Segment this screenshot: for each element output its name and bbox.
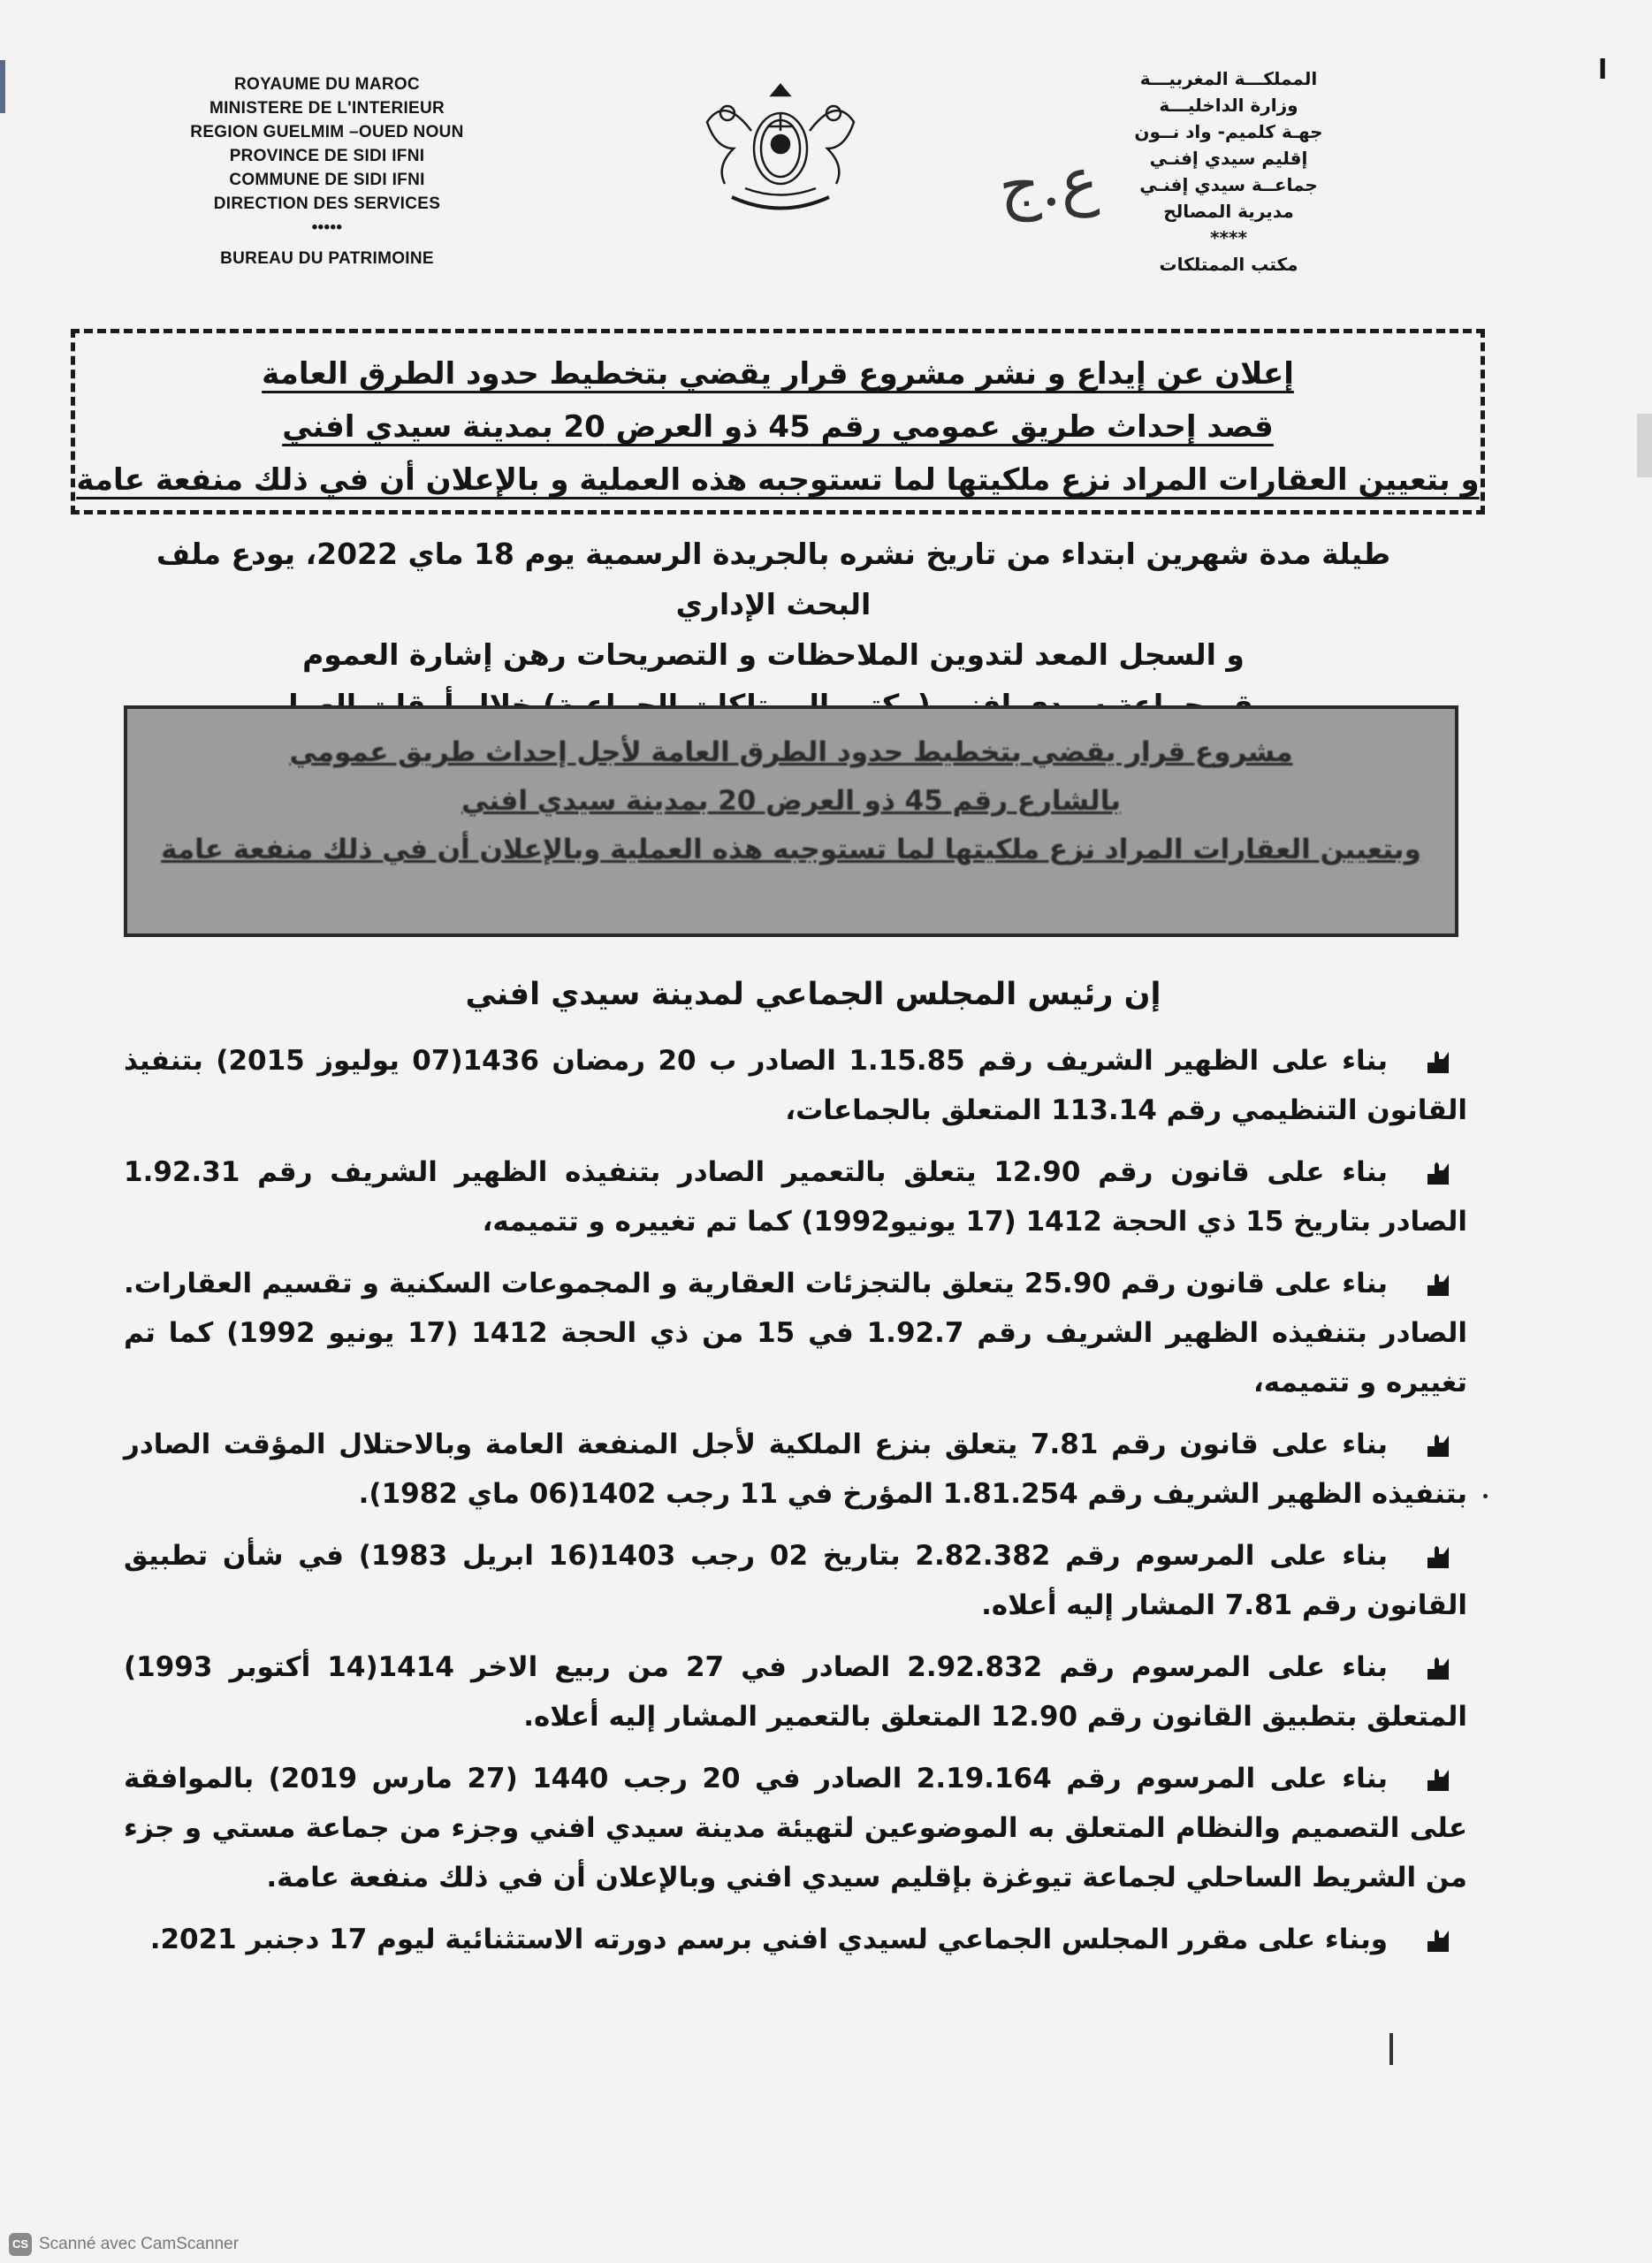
fr-line-province: PROVINCE DE SIDI IFNI	[229, 147, 425, 165]
draft-decree-title-box	[124, 705, 1458, 937]
considerations-list	[124, 1036, 1467, 1977]
consideration-item	[124, 1642, 1467, 1741]
edge-shadow	[1637, 414, 1652, 477]
ar-line-ministry: وزارة الداخليـــة	[1159, 95, 1298, 116]
draft-line-3: وبتعيين العقارات المراد نزع ملكيتها لما تستوجبه هذه العملية وبالإعلان أن في ذلك منفعة عامة	[161, 834, 1421, 865]
consideration-item	[124, 1754, 1467, 1902]
fr-line-ministry: MINISTERE DE L'INTERIEUR	[209, 99, 445, 118]
bullet-pointer-icon	[1424, 1924, 1454, 1954]
consideration-item	[124, 1036, 1467, 1135]
consideration-item	[124, 1147, 1467, 1246]
ar-line-direction: مديرية المصالح	[1163, 201, 1294, 222]
consideration-item	[124, 1420, 1467, 1519]
ar-line-bureau: مكتب الممتلكات	[1159, 254, 1298, 275]
arabic-letterhead	[1061, 65, 1397, 278]
title-line-3: و بتعيين العقارات المراد نزع ملكيتها لما تستوجبه هذه العملية و بالإعلان أن في ذلك منفعة عامة	[76, 462, 1480, 498]
consideration-text: بناء على قانون رقم 12.90 يتعلق بالتعمير الصادر بتنفيذه الظهير الشريف رقم 1.92.31 الصادر بتاريخ 15 ذي الحجة 1412 (17 يونيو1992) كما تم تغييره و تتميمه،	[124, 1156, 1467, 1238]
ar-line-province: إقليم سيدي إفنـي	[1149, 148, 1308, 169]
consideration-text: بناء على المرسوم رقم 2.92.832 الصادر في 27 من ربيع الاخر 1414(14 أكتوبر 1993) المتعلق بتطبيق القانون رقم 12.90 المتعلق بالتعمير المشار إليه أعلاه.	[124, 1651, 1467, 1733]
bullet-pointer-icon	[1424, 1540, 1454, 1570]
intro-paragraph	[124, 529, 1423, 730]
bullet-pointer-icon	[1424, 1045, 1454, 1075]
consideration-text: وبناء على مقرر المجلس الجماعي لسيدي افني برسم دورته الاستثنائية ليوم 17 دجنبر 2021.	[149, 1924, 1388, 1955]
ar-line-region: جهـة كلميم- واد نــون	[1134, 121, 1323, 142]
ar-line-kingdom: المملكـــة المغربيـــة	[1139, 68, 1318, 89]
fr-line-separator: •••••	[311, 218, 343, 237]
scanner-watermark-text: Scanné avec CamScanner	[39, 2235, 240, 2253]
edge-mark	[0, 60, 5, 113]
fr-line-bureau: BUREAU DU PATRIMOINE	[220, 249, 434, 268]
consideration-text: بناء على قانون رقم 7.81 يتعلق بنزع الملكية لأجل المنفعة العامة وبالاحتلال المؤقت الصادر بتنفيذه الظهير الشريف رقم 1.81.254 المؤرخ في 11 رجب 1402(06 ماي 1982).	[124, 1429, 1467, 1510]
fr-line-region: REGION GUELMIM –OUED NOUN	[190, 123, 464, 141]
bullet-pointer-icon	[1424, 1268, 1454, 1298]
camscanner-logo-icon: CS	[9, 2233, 32, 2256]
consideration-text: بناء على قانون رقم 25.90 يتعلق بالتجزئات العقارية و المجموعات السكنية و تقسيم العقارات. الصادر بتنفيذه الظهير الشريف رقم 1.92.7 في 15 من ذي الحجة 1412 (17 يونيو 1992) كما تم تغييره و تتميمه،	[124, 1268, 1468, 1398]
consideration-text: بناء على المرسوم رقم 2.19.164 الصادر في 20 رجب 1440 (27 مارس 2019) بالموافقة على التصميم والنظام المتعلق به الموضوعين لتهيئة مدينة سيدي افني وجزء من جماعة مستي و جزء من الشريط الساحلي لجماعة تيوغزة بإقليم سيدي افني وبالإعلان أن في ذلك منفعة عامة.	[124, 1763, 1467, 1893]
consideration-text: بناء على المرسوم رقم 2.82.382 بتاريخ 02 رجب 1403(16 ابريل 1983) في شأن تطبيق القانون رقم 7.81 المشار إليه أعلاه.	[124, 1540, 1467, 1621]
handwritten-initials: ع.ج	[996, 142, 1101, 224]
ar-line-separator: ****	[1210, 227, 1247, 248]
ink-dot	[1483, 1494, 1488, 1498]
bullet-pointer-icon	[1424, 1651, 1454, 1681]
bullet-pointer-icon	[1424, 1429, 1454, 1459]
ar-line-commune: جماعــة سيدي إفنـي	[1139, 174, 1318, 195]
ink-stroke	[1389, 2033, 1393, 2065]
fr-line-commune: COMMUNE DE SIDI IFNI	[229, 171, 425, 189]
intro-line-2: و السجل المعد لتدوين الملاحظات و التصريحات رهن إشارة العموم	[302, 637, 1245, 672]
corner-mark: ا	[1598, 55, 1608, 86]
title-line-2: قصد إحداث طريق عمومي رقم 45 ذو العرض 20 بمدينة سيدي افني	[282, 409, 1274, 445]
mayor-heading: إن رئيس المجلس الجماعي لمدينة سيدي افني	[465, 977, 1161, 1012]
french-letterhead	[150, 72, 504, 270]
scanner-footer	[9, 2233, 239, 2256]
draft-line-2: بالشارع رقم 45 ذو العرض 20 بمدينة سيدي افني	[461, 785, 1121, 817]
fr-line-kingdom: ROYAUME DU MAROC	[234, 75, 420, 94]
draft-line-1: مشروع قرار يقضي بتخطيط حدود الطرق العامة لأجل إحداث طريق عمومي	[289, 736, 1293, 768]
fr-line-direction: DIRECTION DES SERVICES	[213, 194, 441, 213]
intro-line-1: طيلة مدة شهرين ابتداء من تاريخ نشره بالجريدة الرسمية يوم 18 ماي 2022، يودع ملف البحث الإداري	[156, 537, 1391, 621]
title-line-1: إعلان عن إيداع و نشر مشروع قرار يقضي بتخطيط حدود الطرق العامة	[262, 356, 1294, 392]
announcement-title-box	[71, 329, 1485, 514]
coat-of-arms-icon	[697, 78, 864, 219]
bullet-pointer-icon	[1424, 1763, 1454, 1793]
consideration-item	[124, 1531, 1467, 1630]
bullet-pointer-icon	[1424, 1156, 1454, 1186]
consideration-item	[124, 1915, 1467, 1964]
consideration-item	[124, 1259, 1467, 1407]
consideration-text: بناء على الظهير الشريف رقم 1.15.85 الصادر ب 20 رمضان 1436(07 يوليوز 2015) بتنفيذ القانون التنظيمي رقم 113.14 المتعلق بالجماعات،	[124, 1045, 1467, 1126]
